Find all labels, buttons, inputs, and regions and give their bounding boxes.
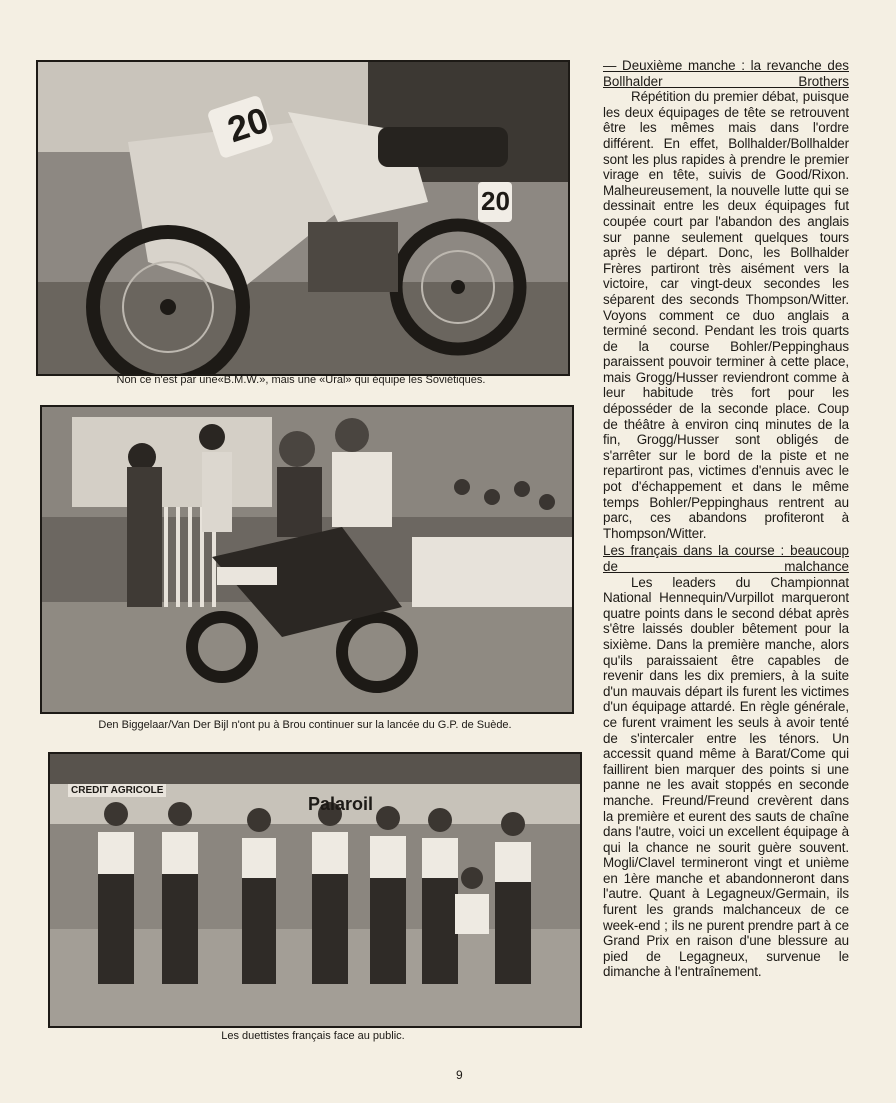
photo-sidecar-ural-image <box>38 62 568 374</box>
section1-body: Répétition du premier débat, puisque les deux équipages de tête se retrouvent être les mêmes mais dans l'ordre différent. En effet, Bollhalder/Bollhalder sont les plus rapides à prendre le premier virage en tête, suivis de Good/Rixon. Malheureusement, la nouvelle lutte qui se dessinait entre les deux équipages fut coupée court par l'abandon des anglais sur panne seulement quelques tours après le départ. Donc, les Bollhalder Frères partiront très aisément vers la victoire, car vingt-deux secondes les séparent des seconds Thompson/Witter. Voyons comment ce duo anglais a terminé second. Pendant les trois quarts de la course Bohler/Peppinghaus paraissent pouvoir terminer à cette place, mais Grogg/Husser reviendront comme à leur habitude très fort pour les déposséder de la seconde place. Coup de théâtre à environ cinq minutes de la fin, Grogg/Husser sont obligés de s'arrêter sur le bord de la piste et ne repartiront pas, victimes d'ennuis avec le pot d'échappement et dans le même temps Bohler/Peppinghaus rentrent au parc, ces abandons profiteront à Thompson/Witter. <box>603 89 849 541</box>
section2-heading: Les français dans la course : beaucoup de malchance <box>603 543 849 574</box>
photo-french-duettists <box>48 752 582 1028</box>
number-plate-rear: 20 <box>481 186 510 216</box>
photo-den-biggelaar-image <box>42 407 572 712</box>
banner-palaroil: Palaroil <box>308 794 374 814</box>
number-plate-front: 20 <box>222 98 274 151</box>
photo-den-biggelaar <box>40 405 574 714</box>
section2-body: Les leaders du Championnat National Hennequin/Vurpillot marqueront quatre points dans le second débat après s'être laissés doubler bêtement pour la sixième. Dans la première manche, alors qu'ils paraissaient être capables de revenir dans les dix premiers, à la suite d'un mauvais départ ils furent les victimes d'un équipage attardé. En règle générale, ce furent vraiment les seuls à avoir tenté de s'intercaler entre les ténors. Un accessit quand même à Barat/Come qui faillirent bien marquer des points si une panne ne les avait stoppés en seconde manche. Freund/Freund crevèrent dans la première et eurent des sauts de chaîne dans l'autre, voici un excellent équipage à qui la chance ne sourit guère souvent. Mogli/Clavel termineront vingt et unième en 1ère manche et abandonneront dans l'autre. Quant à Legagneux/Germain, ils furent les grands malchanceux de ce week-end ; ils ne purent prendre part à ce Grand Prix en raison d'une blessure au pied de Legagneux, survenue le dimanche à l'entraînement. <box>603 574 849 980</box>
section1-heading: — Deuxième manche : la revanche des Bollhalder Brothers <box>603 58 849 89</box>
banner-credit-agricole: CREDIT AGRICOLE <box>68 784 166 797</box>
photo-sidecar-ural <box>36 60 570 376</box>
page-number: 9 <box>456 1068 463 1082</box>
photo1-caption: Non ce n'est par une«B.M.W.», mais une «Ural» qui équipe les Soviétiques. <box>116 374 486 386</box>
article-column <box>603 58 849 980</box>
photo3-caption: Les duettistes français face au public. <box>221 1030 405 1042</box>
photo2-caption: Den Biggelaar/Van Der Bijl n'ont pu à Brou continuer sur la lancée du G.P. de Suède. <box>98 719 512 731</box>
